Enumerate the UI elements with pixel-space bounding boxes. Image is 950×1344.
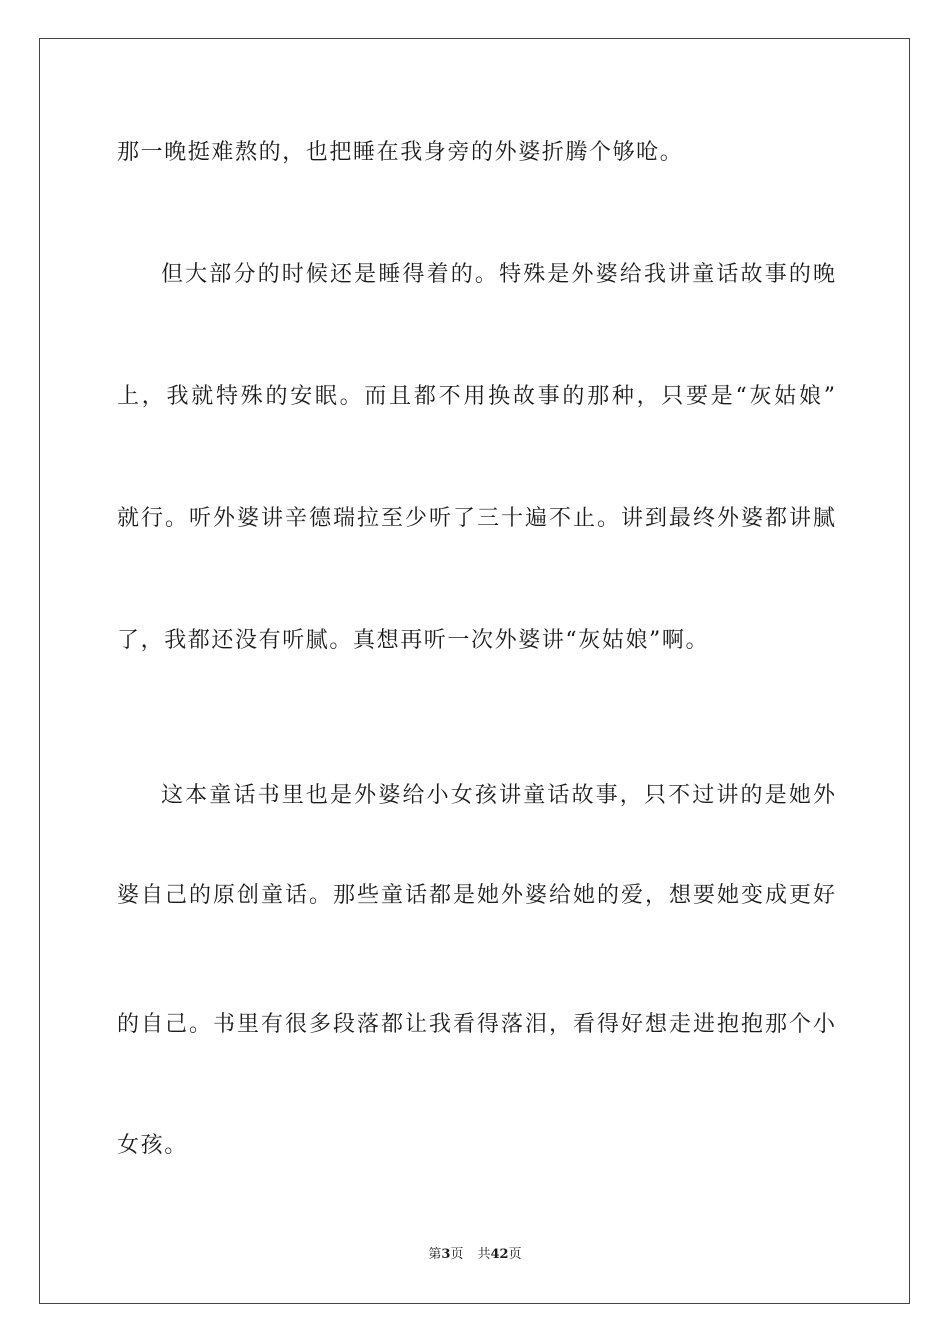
text-line-9: 女孩。 <box>117 1133 188 1158</box>
page-frame <box>39 38 910 1304</box>
text-line-7: 婆自己的原创童话。那些童话都是她外婆给她的爱，想要她变成更好 <box>117 883 835 908</box>
page-prefix: 第 <box>428 1247 442 1262</box>
page-footer <box>0 1245 950 1265</box>
page-suffix: 页 <box>450 1247 464 1262</box>
text-line-4: 就行。听外婆讲辛德瑞拉至少听了三十遍不止。讲到最终外婆都讲腻 <box>117 506 835 531</box>
total-suffix: 页 <box>508 1247 522 1262</box>
text-line-1: 那一晚挺难熬的，也把睡在我身旁的外婆折腾个够呛。 <box>117 140 684 165</box>
text-line-5: 了，我都还没有听腻。真想再听一次外婆讲“灰姑娘”啊。 <box>117 628 710 653</box>
text-line-8: 的自己。书里有很多段落都让我看得落泪，看得好想走进抱抱那个小 <box>117 1012 835 1037</box>
text-line-2: 但大部分的时候还是睡得着的。特殊是外婆给我讲童话故事的晚 <box>161 262 835 287</box>
text-line-3: 上，我就特殊的安眠。而且都不用换故事的那种，只要是“灰姑娘” <box>117 384 835 409</box>
page-number: 3 <box>441 1247 451 1262</box>
total-pages: 42 <box>490 1247 509 1262</box>
text-line-6: 这本童话书里也是外婆给小女孩讲童话故事，只不过讲的是她外 <box>161 783 835 808</box>
total-prefix: 共 <box>477 1247 491 1262</box>
